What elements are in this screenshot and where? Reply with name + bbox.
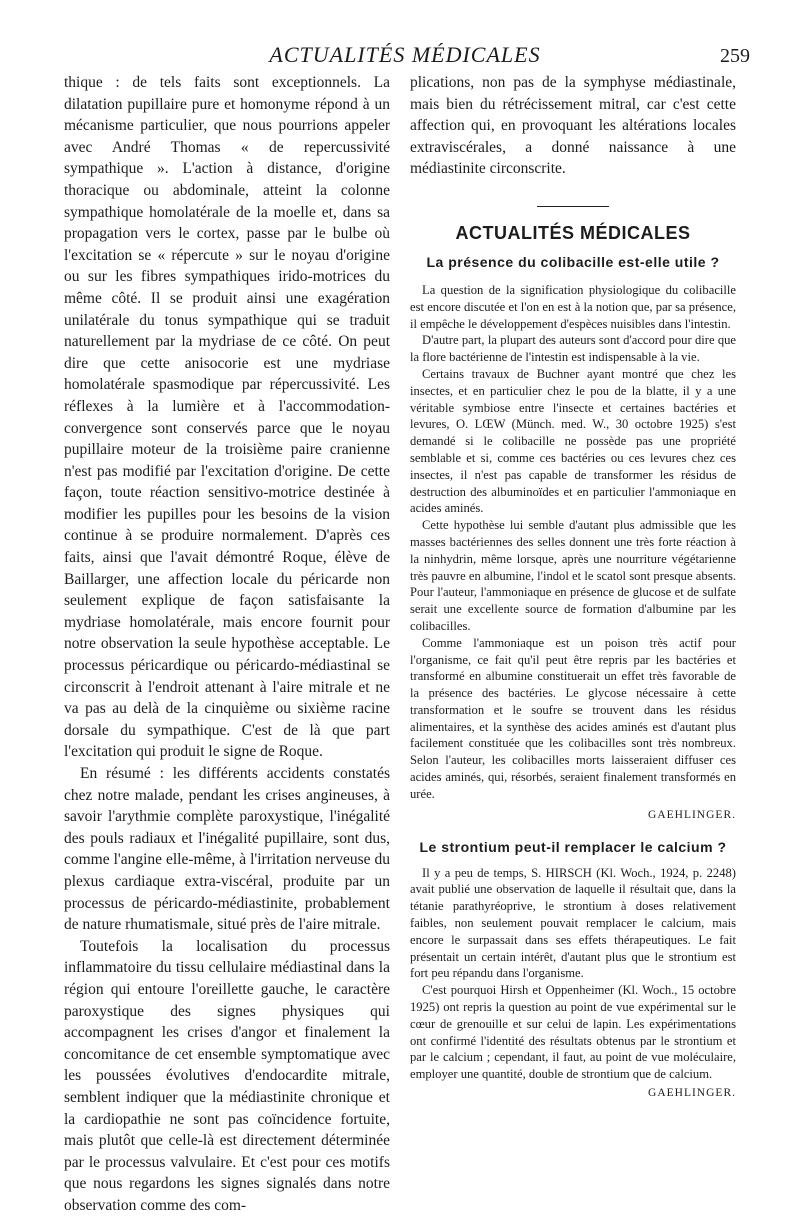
article2-author: GAEHLINGER. <box>648 1087 736 1100</box>
section-title: ACTUALITÉS MÉDICALES <box>455 222 691 243</box>
left-paragraph-3: Toutefois la localisation du processus inflammatoire du tissu cellulaire médiastinal dans la région qui entoure l'oreillette gauche, le caractère paroxystique des signes physiques qui accompagnent les crises d'angor et finalement la concomitance de cet ensemble symptomatique avec les poussées évolutives d'endocardite mitrale, semblent indiquer que la médiastinite chronique et la cardiopathie ne sont pas coïncidence fortuite, mais plutôt que celle-là est directement déterminée par le processus valvulaire. Et c'est pour ces motifs que nous regardons les signes signalés dans notre observation comme des com- <box>64 937 390 1214</box>
article1-paragraph-5: Comme l'ammoniaque est un poison très actif pour l'organisme, ce fait qu'il peut être repris par les bactéries et transformé en albumine constituerait un effet très favorable de la présence des bactéries. Le glycose nécessaire à cette transformation et le soufre se trouvent dans les résidus alimentaires, et la synthèse des acides aminés est d'autant plus facilement constituée que les colibacilles sont très nombreux. Selon l'auteur, les colibacilles morts laisseraient diffuser ces acides aminés, qui, résorbés, seraient finalement transformés en urée. <box>410 635 736 801</box>
article1-paragraph-4: Cette hypothèse lui semble d'autant plus admissible que les masses bactériennes des selles donnent une très forte réaction à la ninhydrin, même lorsque, après une nourriture végétarienne très pauvre en albumine, l'indol et le scatol sont presque absents. Pour l'auteur, l'ammoniaque en présence de glucose et de sulfate serait une excellente source de formation d'albumine par les colibacilles. <box>410 518 736 633</box>
article1-paragraph-1: La question de la signification physiologique du colibacille est encore discutée et l'on en est à la notion que, par sa présence, il empêche le développement d'espèces nuisibles dans l'intestin. <box>410 282 736 331</box>
left-column <box>64 72 390 1214</box>
article-body-strontium <box>410 865 736 1083</box>
article1-paragraph-3: Certains travaux de Buchner ayant montré que chez les insectes, et en particulier chez le pou de la blatte, il y a une véritable symbiose entre l'insecte et certaines bactéries et levures, O. LŒW (Münch. med. W., 30 octobre 1925) s'est demandé si le colibacille ne possède pas une propriété semblable et si, comme ces bactéries ou ces levures chez ces insectes, il n'est pas capable de transformer les résidus de destruction des albuminoïdes et en particulier l'ammoniaque en acides aminés. <box>410 366 736 516</box>
article2-paragraph-2: C'est pourquoi Hirsh et Oppenheimer (Kl. Woch., 15 octobre 1925) ont repris la question au point de vue expérimental sur le cœur de grenouille et sur celui de lapin. Les expérimentations ont confirmé l'identité des résultats obtenus par le strontium et par le calcium ; cependant, il faut, au point de vue moléculaire, employer une quantité, double de strontium que de calcium. <box>410 983 736 1082</box>
article-title-colibacille: La présence du colibacille est-elle utile ? <box>426 253 720 270</box>
article-body-colibacille <box>410 282 736 803</box>
right-column <box>410 72 736 1100</box>
page-header <box>60 40 750 70</box>
left-paragraph-1: thique : de tels faits sont exceptionnels. La dilatation pupillaire pure et homonyme répond à un mécanisme particulier, que nous pourrions appeler avec André Thomas « de repercussivité sympathique ». L'action à distance, d'origine thoracique ou abdominale, atteint la colonne sympathique homolatérale de la moelle et, dans sa propagation vers le cortex, passe par le bulbe où l'excitation se « répercute » sur le noyau d'origine ou sur les fibres sympathiques irido-motrices du même côté. Il se produit ainsi une exagération unilatérale du tonus sympathique qui se traduit naturellement par la mydriase de ce côté. On peut dire que cette anisocorie est une mydriase homolatérale spasmodique par répercussivité. Les réflexes à la lumière et à l'accommodation-convergence sont conservés parce que le noyau pupillaire moteur de la troisième paire cranienne n'est pas modifié par l'excitation d'origine. De cette façon, toute réaction sensitivo-motrice destinée à modifier les pupilles pour les besoins de la vision continue à se produire normalement. D'après ces faits, ainsi que l'avait démontré Roque, élève de Baillarger, une affection locale du péricarde non seulement explique de façon satisfaisante la mydriase homolatérale, mais encore fournit pour notre observation la seule hypothèse acceptable. Le processus péricardique ou péricardo-médiastinal se circonscrit à l'endroit attenant à l'aire mitrale et ne va pas au delà de la cinquième ou sixième racine dorsale du sympathique. C'est de là que part l'excitation qui produit le signe de Roque. <box>64 74 390 761</box>
article-title-strontium: Le strontium peut-il remplacer le calcium ? <box>419 838 727 855</box>
section-divider <box>537 206 609 207</box>
page-number: 259 <box>720 45 750 67</box>
article1-paragraph-2: D'autre part, la plupart des auteurs sont d'accord pour dire que la flore bactérienne de l'intestin est indispensable à la vie. <box>410 333 736 365</box>
running-title: ACTUALITÉS MÉDICALES <box>269 42 541 67</box>
article1-author: GAEHLINGER. <box>648 808 736 821</box>
left-paragraph-2: En résumé : les différents accidents constatés chez notre malade, pendant les crises angineuses, à savoir l'arythmie complète paroxystique, l'inégalité des pouls radiaux et l'inégalité pupillaire, sont dus, comme l'angine elle-même, à l'irritation nerveuse du plexus cardiaque extra-viscéral, produite par un processus de péricardo-médiastinite, probablement de nature rhumatismale, situé près de l'aire mitrale. <box>64 765 390 934</box>
article2-paragraph-1: Il y a peu de temps, S. HIRSCH (Kl. Woch., 1924, p. 2248) avait publié une observation de laquelle il résultait que, dans la tétanie parathyréoprive, le strontium à doses relativement faibles, non seulement pouvait remplacer le calcium, mais encore le surpassait dans ses effets thérapeutiques. Le fait présentait un certain intérêt, d'autant plus que le strontium est fort peu répandu dans l'organisme. <box>410 865 736 981</box>
continuation-paragraph: plications, non pas de la symphyse médiastinale, mais bien du rétrécissement mitral, car c'est cette affection qui, en provoquant les altérations locales extraviscérales, a donné naissance à une médiastinite circonscrite. <box>410 74 736 178</box>
